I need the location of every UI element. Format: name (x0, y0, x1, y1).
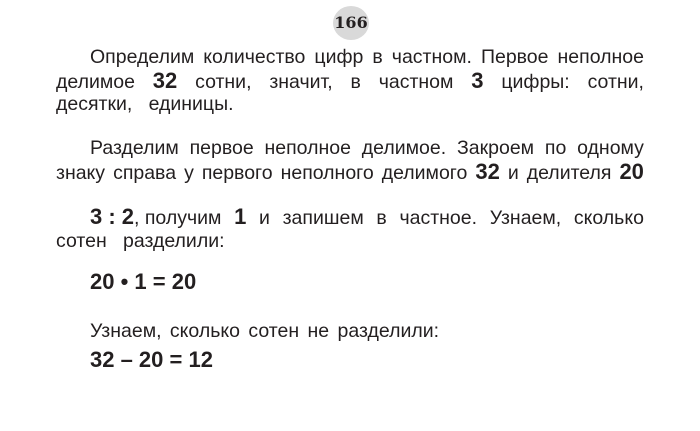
word: сколько (573, 207, 644, 229)
word: запишем (282, 207, 364, 229)
word: сотни, (195, 71, 252, 93)
word: в (372, 46, 383, 68)
word: справа (113, 162, 177, 184)
paragraph-2-line-1 (90, 135, 644, 161)
word: неполное (557, 46, 644, 68)
word: в (376, 207, 387, 229)
word: десятки, (56, 93, 133, 115)
word: разделили: (122, 230, 225, 252)
paragraph-1-line-1 (90, 44, 644, 70)
word: единицы. (148, 93, 234, 115)
divisor-number: 20 (619, 159, 644, 184)
dividend-number: 32 (152, 68, 178, 93)
word: делимое. (361, 137, 447, 159)
word: частное. (399, 207, 478, 229)
word: делимое (56, 71, 135, 93)
word: и (259, 207, 270, 229)
word: Первое (480, 46, 549, 68)
word: неполное (264, 137, 351, 159)
paragraph-3-line-1 (90, 204, 644, 231)
word: первого (201, 162, 273, 184)
word: в (350, 71, 361, 93)
word: , получим (134, 207, 222, 229)
division-phrase (90, 204, 221, 231)
word: сотен (56, 230, 107, 252)
word: неполного (280, 162, 374, 184)
word: знаку (56, 162, 106, 184)
multiplication-formula: 20 • 1 = 20 (90, 269, 197, 294)
subtraction-formula: 32 – 20 = 12 (90, 347, 213, 372)
paragraph-3-line-2 (56, 228, 225, 254)
paragraph-1-line-3 (56, 91, 234, 117)
word: Узнаем, (489, 207, 562, 229)
page-number: 166 (333, 6, 369, 40)
word: значит, (269, 71, 333, 93)
word: делимого (381, 162, 468, 184)
word: количество (203, 46, 306, 68)
paragraph-4: Узнаем, сколько сотен не разделили: (90, 320, 440, 342)
word: и (507, 162, 519, 184)
paragraph-2-line-2 (56, 159, 644, 186)
word: у (184, 162, 194, 184)
word: цифры: (501, 71, 570, 93)
division-expression: 3 : 2 (90, 204, 135, 229)
word: цифр (314, 46, 364, 68)
word: Разделим (90, 137, 179, 159)
dividend-number: 32 (475, 159, 500, 184)
quotient-digit: 1 (234, 204, 247, 229)
word: по (544, 137, 567, 159)
word: Закроем (456, 137, 535, 159)
word: делителя (526, 162, 612, 184)
word: Определим (90, 46, 195, 68)
digit-count: 3 (471, 68, 484, 93)
word: частном. (391, 46, 472, 68)
word: частном (378, 71, 454, 93)
word: одному (577, 137, 644, 159)
word: первое (189, 137, 254, 159)
word: сотни, (587, 71, 644, 93)
